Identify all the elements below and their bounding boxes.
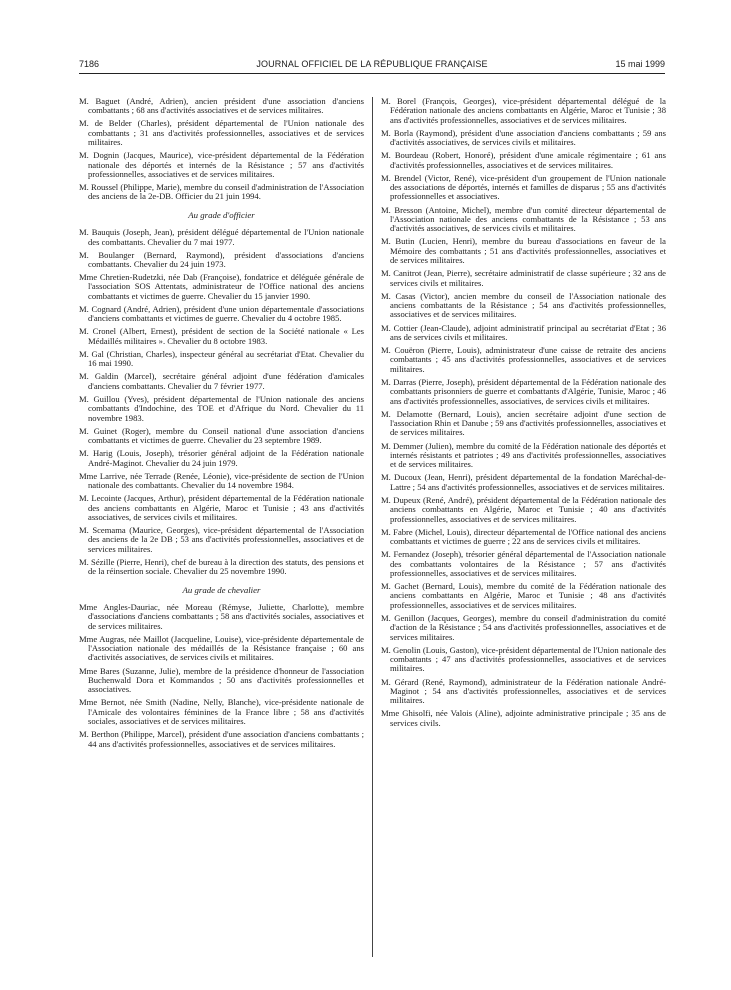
list-item: M. Gérard (René, Raymond), administrateur de la Fédération nationale André-Maginot ; 54 ans d'activités professionnelles, associatives et de services militaires.	[381, 676, 666, 706]
journal-title: JOURNAL OFFICIEL DE LA RÉPUBLIQUE FRANÇAISE	[256, 59, 488, 69]
list-item: M. Berthon (Philippe, Marcel), président d'une association d'anciens combattants ; 44 ans d'activités professionnelles, associatives et de services militaires.	[79, 729, 364, 749]
left-column	[79, 97, 364, 977]
list-item: M. Baguet (André, Adrien), ancien président d'une association d'anciens combattants ; 68 ans d'activités associatives et de services militaires.	[79, 97, 364, 116]
list-item: M. Borel (François, Georges), vice-président départemental délégué de la Fédération nationale des anciens combattants en Algérie, Maroc et Tunisie ; 38 ans d'activités professionnelles, associatives et de services militaires.	[381, 97, 666, 125]
issue-date: 15 mai 1999	[615, 59, 665, 69]
column-separator	[372, 97, 373, 957]
list-item: M. Couëron (Pierre, Louis), administrateur d'une caisse de retraite des anciens combattants ; 45 ans d'activités professionnelles, associatives et de services militaires.	[381, 345, 666, 374]
list-item: M. Casas (Victor), ancien membre du conseil de l'Association nationale des anciens combattants de la Résistance ; 54 ans d'activités professionnelles, associatives et de services militaires.	[381, 290, 666, 320]
list-item: M. Guinet (Roger), membre du Conseil national d'une association d'anciens combattants et victimes de guerre. Chevalier du 23 septembre 1989.	[79, 425, 364, 446]
list-item: Mme Chretien-Rudetzki, née Dab (Françoise), fondatrice et déléguée générale de l'association SOS Attentats, administrateur de l'Office national des anciens combattants et victimes de guerre. Chevalier du 15 janvier 1990.	[79, 272, 364, 301]
list-item: M. Bauquis (Joseph, Jean), président délégué départemental de l'Union nationale des combattants. Chevalier du 7 mai 1977.	[79, 227, 364, 247]
list-item: M. Roussel (Philippe, Marie), membre du conseil d'administration de l'Association des anciens de la 2e-DB. Officier du 21 juin 1994.	[79, 182, 364, 202]
list-item: M. Gachet (Bernard, Louis), membre du comité de la Fédération nationale des anciens combattants en Algérie, Maroc et Tunisie ; 48 ans d'activités professionnelles, associatives et de services militaires.	[381, 581, 666, 610]
list-item: Mme Ghisolfi, née Valois (Aline), adjointe administrative principale ; 35 ans de services civils.	[381, 708, 666, 728]
list-item: M. Genillon (Jacques, Georges), membre du conseil d'administration du comité d'action de la Résistance ; 54 ans d'activités professionnelles, associatives et de services militaires.	[381, 612, 666, 642]
list-item: M. Fernandez (Joseph), trésorier général départemental de l'Association nationale des combattants volontaires de la Résistance ; 57 ans d'activités professionnelles, associatives et de services militaires.	[381, 549, 666, 578]
list-item: M. Guillou (Yves), président départemental de l'Union nationale des anciens combattants d'Indochine, des TOE et d'Afrique du Nord. Chevalier du 11 novembre 1983.	[79, 393, 364, 423]
list-item: M. Borla (Raymond), président d'une association d'anciens combattants ; 59 ans d'activités associatives, de services civils et militaires.	[381, 127, 666, 148]
list-item: M. Demmer (Julien), membre du comité de la Fédération nationale des déportés et internés résistants et patriotes ; 49 ans d'activités professionnelles, associatives et de services militaires.	[381, 440, 666, 470]
list-item: M. Sézille (Pierre, Henri), chef de bureau à la direction des statuts, des pensions et de la réinsertion sociale. Chevalier du 25 novembre 1990.	[79, 556, 364, 577]
list-item: M. Harig (Louis, Joseph), trésorier général adjoint de la Fédération nationale André-Maginot. Chevalier du 24 juin 1979.	[79, 448, 364, 468]
page-header	[79, 58, 665, 70]
list-item: M. Brendel (Victor, René), vice-président d'un groupement de l'Union nationale des associations de déportés, internés et familles de disparus ; 55 ans d'activités professionnelles et associatives.	[381, 172, 666, 202]
header-rule	[79, 73, 665, 74]
list-item: M. Lecointe (Jacques, Arthur), président départemental de la Fédération nationale des anciens combattants en Algérie, Maroc et Tunisie ; 43 ans d'activités associatives, de services civils et militaires.	[79, 493, 364, 522]
list-item: Mme Larrive, née Terrade (Renée, Léonie), vice-présidente de section de l'Union nationale des combattants. Chevalier du 14 novembre 1984.	[79, 470, 364, 491]
list-item: M. Delamotte (Bernard, Louis), ancien secrétaire adjoint d'une section de l'association Rhin et Danube ; 59 ans d'activités professionnelles, associatives et de services militaires.	[381, 408, 666, 438]
list-item: M. Gal (Christian, Charles), inspecteur général au secrétariat d'Etat. Chevalier du 16 mai 1990.	[79, 348, 364, 369]
list-item: M. Scemama (Maurice, Georges), vice-président départemental de l'Association des anciens de la 2e DB ; 53 ans d'activités professionnelles, associatives et de services militaires.	[79, 525, 364, 554]
list-item: Mme Augras, née Maillot (Jacqueline, Louise), vice-présidente départementale de l'Association nationale des médaillés de la Résistance française ; 60 ans d'activités associatives, de services civils et militaires.	[79, 633, 364, 663]
list-item: M. Dognin (Jacques, Maurice), vice-président départemental de la Fédération nationale des déportés et internés de la Résistance ; 57 ans d'activités professionnelles, associatives et de services militaires.	[79, 150, 364, 179]
section-heading-officier: Au grade d'officier	[188, 209, 255, 220]
list-item: M. Canitrot (Jean, Pierre), secrétaire administratif de classe supérieure ; 32 ans de services civils et militaires.	[381, 268, 666, 288]
right-column	[381, 97, 666, 977]
list-item: M. Galdin (Marcel), secrétaire général adjoint d'une fédération d'amicales d'anciens combattants. Chevalier du 7 février 1977.	[79, 371, 364, 391]
list-item: M. Ducoux (Jean, Henri), président départemental de la fondation Maréchal-de-Lattre ; 54 ans d'activités professionnelles, associatives et de services militaires.	[381, 472, 666, 492]
list-item: Mme Angles-Dauriac, née Moreau (Rémyse, Juliette, Charlotte), membre d'associations d'anciens combattants ; 58 ans d'activités sociales, associatives et de services militaires.	[79, 601, 364, 631]
list-item: M. Cottier (Jean-Claude), adjoint administratif principal au secrétariat d'Etat ; 36 ans de services civils et militaires.	[381, 322, 666, 342]
list-item: Mme Bernot, née Smith (Nadine, Nelly, Blanche), vice-présidente nationale de l'Amicale des volontaires féminines de la France libre ; 58 ans d'activités sociales, associatives et de services militaires.	[79, 697, 364, 727]
list-item: Mme Bares (Suzanne, Julie), membre de la présidence d'honneur de l'association Buchenwald Dora et Kommandos ; 50 ans d'activités professionnelles et associatives.	[79, 665, 364, 695]
list-item: M. Bresson (Antoine, Michel), membre d'un comité directeur départemental de l'Association nationale des anciens combattants de la Résistance ; 53 ans d'activités associatives, de services civils et militaires.	[381, 204, 666, 234]
page-number: 7186	[79, 59, 100, 69]
list-item: M. Genolin (Louis, Gaston), vice-président départemental de l'Union nationale des combattants ; 47 ans d'activités professionnelles, associatives et de services militaires.	[381, 644, 666, 674]
list-item: M. Fabre (Michel, Louis), directeur départemental de l'Office national des anciens combattants et victimes de guerre ; 22 ans de services civils et militaires.	[381, 526, 666, 547]
list-item: M. Dupeux (René, André), président départemental de la Fédération nationale des anciens combattants en Algérie, Maroc et Tunisie ; 40 ans d'activités professionnelles, associatives et de services militaires.	[381, 494, 666, 524]
list-item: M. Bourdeau (Robert, Honoré), président d'une amicale régimentaire ; 61 ans d'activités professionnelles, associatives et de services militaires.	[381, 150, 666, 170]
list-item: M. Boulanger (Bernard, Raymond), président d'associations d'anciens combattants. Chevalier du 24 juin 1973.	[79, 249, 364, 269]
list-item: M. Cognard (André, Adrien), président d'une union départementale d'associations d'anciens combattants et victimes de guerre. Chevalier du 4 octobre 1985.	[79, 303, 364, 324]
list-item: M. Cronel (Albert, Ernest), président de section de la Société nationale « Les Médaillés militaires ». Chevalier du 8 octobre 1983.	[79, 326, 364, 346]
list-item: M. Darras (Pierre, Joseph), président départemental de la Fédération nationale des combattants prisonniers de guerre et combattants d'Algérie, Tunisie, Maroc ; 46 ans d'activités professionnelles, associatives, de services civils et militaires.	[381, 376, 666, 406]
list-item: M. de Belder (Charles), président départemental de l'Union nationale des combattants ; 31 ans d'activités professionnelles, associatives et de services militaires.	[79, 118, 364, 148]
list-item: M. Butin (Lucien, Henri), membre du bureau d'associations en faveur de la Mémoire des combattants ; 51 ans d'activités professionnelles, associatives et de services militaires.	[381, 236, 666, 266]
section-heading-chevalier: Au grade de chevalier	[182, 584, 261, 595]
